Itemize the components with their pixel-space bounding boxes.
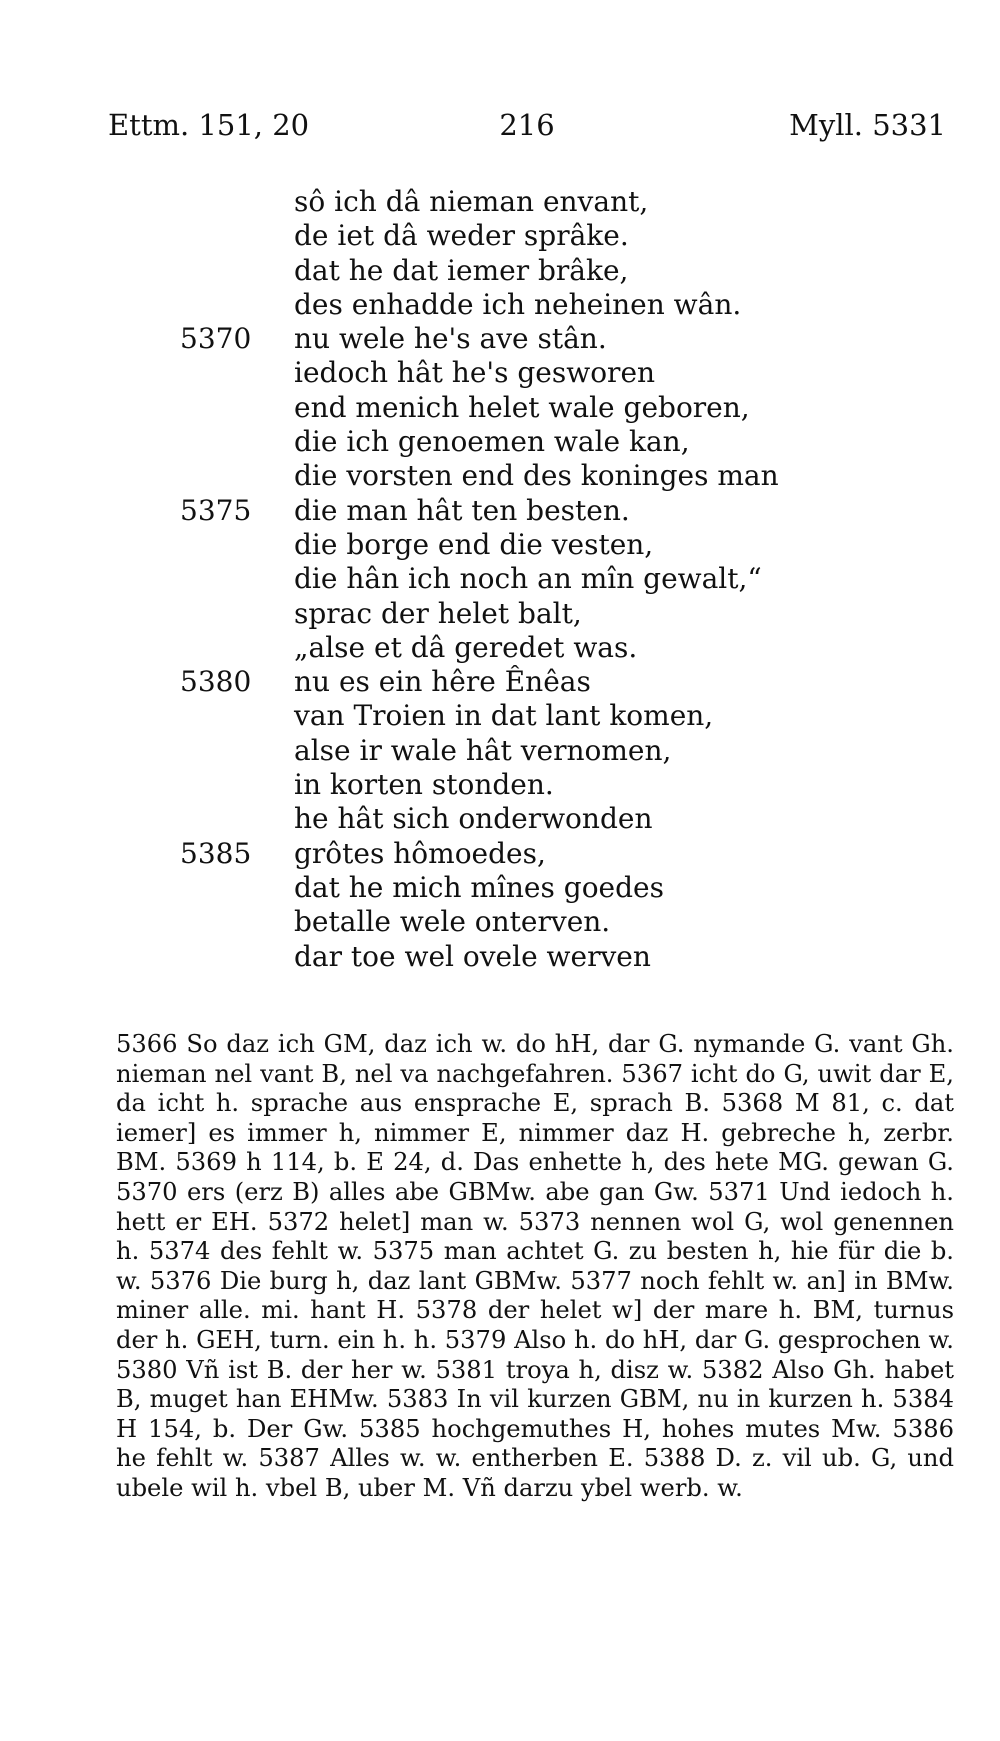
verse-line-text: iedoch hât he's gesworen (294, 356, 656, 390)
verse-line (180, 940, 900, 974)
page-header (108, 108, 946, 148)
verse-line-text: sprac der helet balt, (294, 596, 582, 630)
verse-line-text: die hân ich noch an mîn gewalt,“ (294, 562, 762, 596)
verse-line (180, 562, 900, 596)
verse-line (180, 905, 900, 939)
verse-line-text: end menich helet wale geboren, (294, 390, 750, 424)
verse-line-text: dar toe wel ovele werven (294, 939, 651, 973)
verse-line (180, 288, 900, 322)
running-head-left: Ettm. 151, 20 (108, 108, 310, 142)
verse-text (180, 185, 900, 974)
line-number: 5380 (180, 665, 252, 699)
verse-line (180, 254, 900, 288)
verse-line-text: die borge end die vesten, (294, 527, 654, 561)
verse-line (180, 322, 900, 356)
apparatus-notes: 5366 So daz ich GM, daz ich w. do hH, dar G. nymande G. vant Gh. nieman nel vant B, nel va nachgefahren. 5367 icht do G, uwit dar E, da icht h. sprache aus ensprache E, sprach B. 5368 M 81, c. dat iemer] es immer h, nimmer E, nimmer daz H. gebreche h, zerbr. BM. 5369 h 114, b. E 24, d. Das enhette h, des hete MG. gewan G. 5370 ers (erz B) alles abe GBMw. abe gan Gw. 5371 Und iedoch h. hett er EH. 5372 helet] man w. 5373 nennen wol G, wol genennen h. 5374 des fehlt w. 5375 man achtet G. zu besten h, hie für die b. w. 5376 Die burg h, daz lant GBMw. 5377 noch fehlt w. an] in BMw. miner alle. mi. hant H. 5378 der helet w] der mare h. BM, turnus der h. GEH, turn. ein h. h. 5379 Also h. do hH, dar G. gesprochen w. 5380 Vñ ist B. der her w. 5381 troya h, disz w. 5382 Also Gh. habet B, muget han EHMw. 5383 In vil kurzen GBM, nu in kurzen h. 5384 H 154, b. Der Gw. 5385 hochgemuthes H, hohes mutes Mw. 5386 he fehlt w. 5387 Alles w. w. entherben E. 5388 D. z. vil ub. G, und ubele wil h. vbel B, uber M. Vñ darzu ybel werb. w. (116, 1030, 954, 1502)
verse-line (180, 219, 900, 253)
verse-line (180, 459, 900, 493)
verse-line-text: die man hât ten besten. (294, 493, 630, 527)
line-number: 5375 (180, 493, 252, 527)
verse-line-text: des enhadde ich neheinen wân. (294, 287, 742, 321)
verse-line (180, 391, 900, 425)
verse-line-text: in korten stonden. (294, 768, 554, 802)
verse-line-text: betalle wele onterven. (294, 905, 611, 939)
line-number: 5370 (180, 322, 252, 356)
verse-line-text: nu wele he's ave stân. (294, 322, 607, 356)
verse-line-text: van Troien in dat lant komen, (294, 699, 714, 733)
verse-line (180, 871, 900, 905)
verse-line (180, 528, 900, 562)
verse-line (180, 837, 900, 871)
verse-line-text: alse ir wale hât vernomen, (294, 733, 672, 767)
verse-line-text: de iet dâ weder sprâke. (294, 219, 629, 253)
verse-line (180, 597, 900, 631)
verse-line-text: „alse et dâ geredet was. (294, 630, 638, 664)
line-number: 5385 (180, 836, 252, 870)
running-head-right: Myll. 5331 (789, 108, 946, 142)
verse-line (180, 665, 900, 699)
verse-line-text: sô ich dâ nieman envant, (294, 185, 649, 218)
page-number: 216 (499, 108, 555, 142)
verse-line-text: dat he dat iemer brâke, (294, 253, 629, 287)
verse-line (180, 494, 900, 528)
verse-line (180, 356, 900, 390)
verse-line (180, 185, 900, 219)
verse-line (180, 631, 900, 665)
verse-line-text: die ich genoemen wale kan, (294, 425, 690, 459)
verse-line (180, 425, 900, 459)
verse-line-text: dat he mich mînes goedes (294, 870, 664, 904)
verse-line-text: he hât sich onderwonden (294, 802, 653, 836)
verse-line (180, 734, 900, 768)
verse-line (180, 802, 900, 836)
verse-line-text: nu es ein hêre Ênêas (294, 665, 591, 699)
critical-apparatus (116, 1030, 954, 1504)
verse-line-text: grôtes hômoedes, (294, 836, 546, 870)
verse-line (180, 699, 900, 733)
verse-line (180, 768, 900, 802)
verse-line-text: die vorsten end des koninges man (294, 459, 779, 493)
